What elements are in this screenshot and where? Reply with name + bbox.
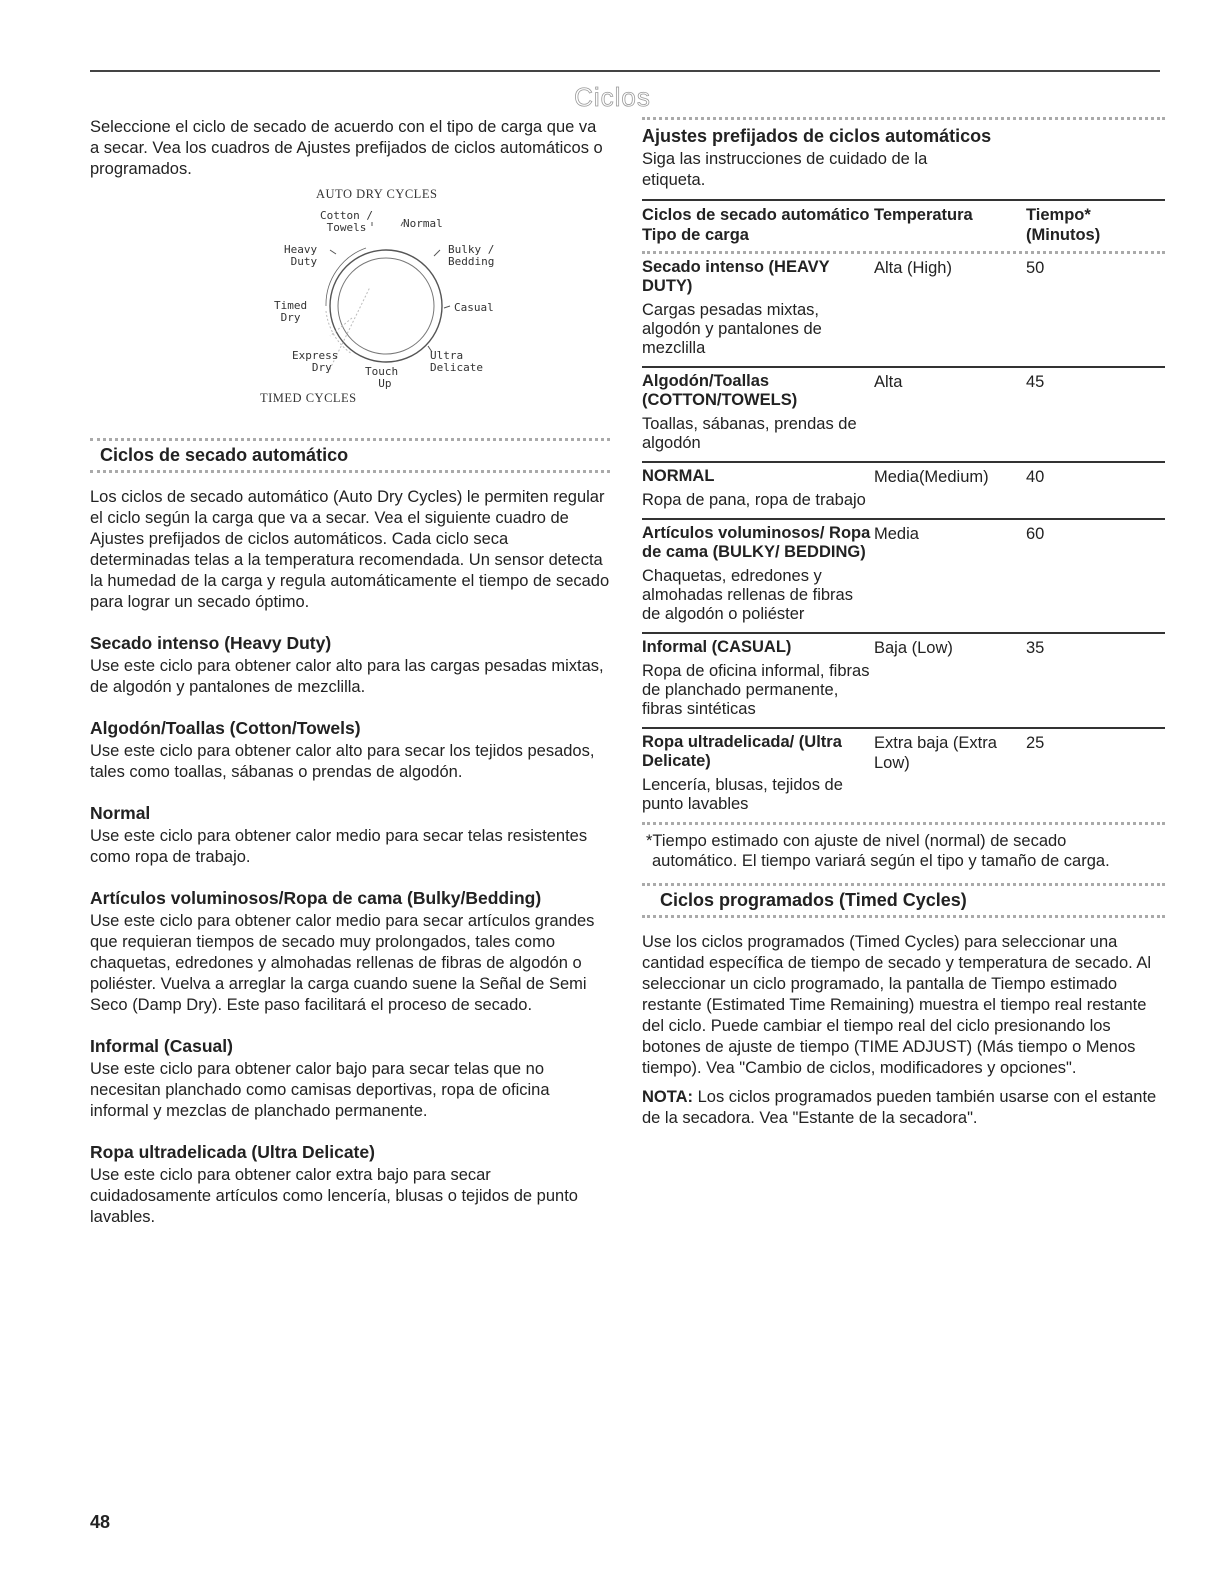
header-cycle: Ciclos de secado automático Tipo de carga	[642, 206, 870, 244]
left-column	[90, 117, 610, 1228]
presets-title: Ajustes prefijados de ciclos automáticos	[642, 126, 992, 146]
timed-cycles-title: Ciclos programados (Timed Cycles)	[660, 890, 967, 910]
row-temperature: Alta (High)	[874, 259, 952, 277]
auto-dry-cycles-label: AUTO DRY CYCLES	[316, 187, 438, 201]
table-row	[642, 518, 1165, 632]
note-body: Los ciclos programados pueden también usarse con el estante de la secadora. Vea "Estante de la secadora".	[642, 1088, 1157, 1127]
row-time: 60	[1026, 525, 1045, 543]
row-cycle-name: Informal (CASUAL)	[642, 638, 792, 656]
row-cycle-name: Secado intenso (HEAVY DUTY)	[642, 258, 830, 295]
divider	[642, 915, 1165, 918]
top-rule	[90, 70, 1160, 72]
table-row	[642, 727, 1165, 825]
row-load-type: Ropa de oficina informal, fibras de planchado permanente, fibras sintéticas	[642, 662, 870, 718]
presets-subtitle: Siga las instrucciones de cuidado de la etiqueta.	[642, 150, 928, 189]
section-body: Use este ciclo para obtener calor extra bajo para secar cuidadosamente artículos como lencería, blusas o tejidos de punto lavables.	[90, 1166, 578, 1226]
row-temperature: Media	[874, 525, 919, 543]
timed-cycles-body: Use los ciclos programados (Timed Cycles) para seleccionar una cantidad específica de tiempo de secado y temperatura de secado. Al seleccionar un ciclo programado, la pantalla de Tiempo estimado restante (Estimated Time Remaining) muestra el tiempo real restante del ciclo. Puede cambiar el tiempo real del ciclo presionando los botones de ajuste de tiempo (TIME ADJUST) (Más tiempo o Menos tiempo). Vea "Cambio de ciclos, modificadores y opciones".	[642, 933, 1152, 1077]
note-paragraph	[642, 1087, 1165, 1129]
divider	[90, 438, 610, 441]
row-load-type: Lencería, blusas, tejidos de punto lavables	[642, 776, 843, 813]
section-bulky-bedding	[90, 888, 610, 1016]
table-row	[642, 366, 1165, 461]
intro-paragraph: Seleccione el ciclo de secado de acuerdo con el tipo de carga que va a secar. Vea los cuadros de Ajustes prefijados de ciclos automáticos o programados.	[90, 118, 603, 178]
table-row	[642, 461, 1165, 518]
page-number: 48	[90, 1512, 111, 1532]
section-ultra-delicate	[90, 1142, 610, 1228]
section-body: Use este ciclo para obtener calor medio para secar telas resistentes como ropa de trabajo.	[90, 827, 588, 866]
footnote-line-1: *Tiempo estimado con ajuste de nivel (normal) de secado	[646, 832, 1067, 850]
section-title: Algodón/Toallas (Cotton/Towels)	[90, 718, 361, 738]
section-body: Use este ciclo para obtener calor alto para secar los tejidos pesados, tales como toallas, sábanas o prendas de algodón.	[90, 742, 595, 781]
row-load-type: Chaquetas, edredones y almohadas rellenas de fibras de algodón o poliéster	[642, 567, 853, 623]
row-temperature: Alta	[874, 373, 903, 391]
dial-normal: Normal	[403, 217, 443, 230]
row-time: 40	[1026, 468, 1045, 486]
row-time: 45	[1026, 373, 1045, 391]
section-title: Normal	[90, 803, 151, 823]
section-body: Use este ciclo para obtener calor bajo para secar telas que no necesitan planchado como camisas deportivas, ropa de oficina informal y mezclas de planchado permanente.	[90, 1060, 550, 1120]
table-header	[642, 199, 1165, 254]
cycle-dial-diagram	[90, 186, 610, 436]
row-temperature: Baja (Low)	[874, 639, 953, 657]
dial-cotton-towels: Cotton / Towels	[320, 209, 373, 234]
row-temperature: Extra baja (Extra Low)	[874, 734, 997, 772]
auto-cycles-title: Ciclos de secado automático	[100, 445, 349, 465]
table-footnote	[642, 831, 1165, 871]
section-body: Use este ciclo para obtener calor medio para secar artículos grandes que requieran tiempos de secado muy prolongados, tales como chaquetas, edredones y almohadas rellenas de fibras de algodón o poliéster. Vuelva a arreglar la carga cuando suene la Señal de Semi Seco (Damp Dry). Este paso facilitará el proceso de secado.	[90, 912, 595, 1014]
dial-timed-dry: Timed Dry	[274, 299, 308, 324]
auto-cycles-body: Los ciclos de secado automático (Auto Dry Cycles) le permiten regular el ciclo según la carga que va a secar. Vea el siguiente cuadro de Ajustes prefijados de ciclos automáticos. Cada ciclo seca determinadas telas a la temperatura recomendada. Un sensor detecta la humedad de la carga y regula automáticamente el tiempo de secado para lograr un secado óptimo.	[90, 488, 610, 611]
dial-touch-up: Touch Up	[365, 365, 399, 390]
section-title: Secado intenso (Heavy Duty)	[90, 633, 332, 653]
dial-bulky-bedding: Bulky / Bedding	[448, 243, 495, 268]
row-temperature: Media(Medium)	[874, 468, 989, 486]
divider	[90, 470, 610, 473]
section-body: Use este ciclo para obtener calor alto para las cargas pesadas mixtas, de algodón y pantalones de mezclilla.	[90, 657, 604, 696]
row-cycle-name: Artículos voluminosos/ Ropa de cama (BULKY/ BEDDING)	[642, 524, 871, 561]
divider	[642, 117, 1165, 120]
row-time: 50	[1026, 259, 1045, 277]
dial-casual: Casual	[454, 301, 494, 314]
row-load-type: Cargas pesadas mixtas, algodón y pantalones de mezclilla	[642, 301, 822, 357]
dial-heavy-duty: Heavy Duty	[284, 243, 318, 268]
divider	[642, 883, 1165, 886]
section-normal	[90, 803, 610, 868]
row-time: 35	[1026, 639, 1045, 657]
presets-table	[642, 199, 1165, 871]
section-casual	[90, 1036, 610, 1122]
table-row	[642, 254, 1165, 366]
note-label: NOTA:	[642, 1088, 694, 1106]
section-title: Artículos voluminosos/Ropa de cama (Bulky/Bedding)	[90, 888, 542, 908]
table-row	[642, 632, 1165, 727]
header-temperature: Temperatura	[874, 206, 973, 224]
row-load-type: Toallas, sábanas, prendas de algodón	[642, 415, 857, 452]
footnote-line-2: automático. El tiempo variará según el tipo y tamaño de carga.	[652, 852, 1110, 870]
header-time: Tiempo* (Minutos)	[1026, 206, 1101, 244]
section-title: Informal (Casual)	[90, 1036, 233, 1056]
dial-ultra-delicate: Ultra Delicate	[430, 349, 483, 374]
row-load-type: Ropa de pana, ropa de trabajo	[642, 491, 866, 509]
dial-express-dry: Express Dry	[292, 349, 339, 374]
timed-cycles-label: TIMED CYCLES	[260, 391, 357, 405]
page-title: Ciclos	[574, 82, 651, 112]
row-cycle-name: NORMAL	[642, 467, 715, 485]
row-cycle-name: Ropa ultradelicada/ (Ultra Delicate)	[642, 733, 842, 770]
row-cycle-name: Algodón/Toallas (COTTON/TOWELS)	[642, 372, 798, 409]
section-heavy-duty	[90, 633, 610, 698]
row-time: 25	[1026, 734, 1045, 752]
section-cotton-towels	[90, 718, 610, 783]
right-column	[642, 117, 1165, 1129]
section-title: Ropa ultradelicada (Ultra Delicate)	[90, 1142, 375, 1162]
